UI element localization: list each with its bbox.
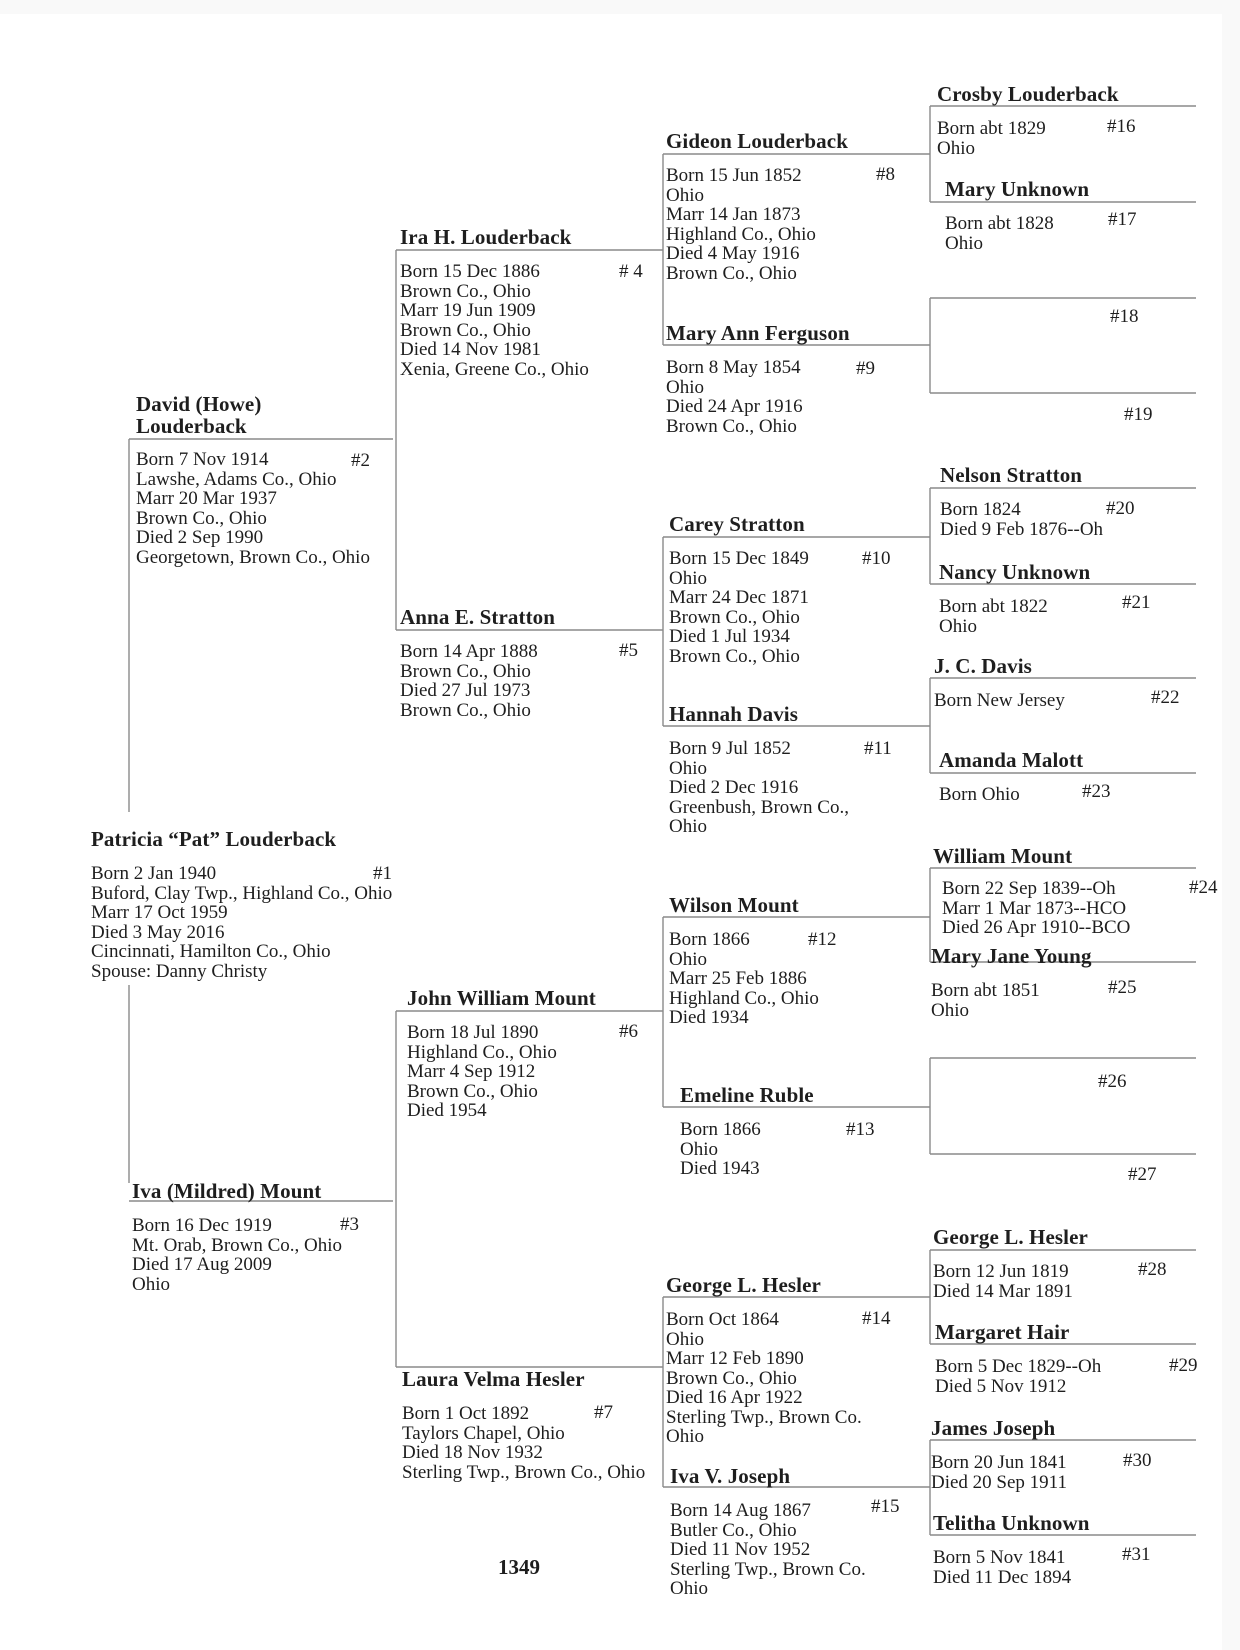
detail-line: Ohio bbox=[669, 567, 707, 589]
person-name: Nelson Stratton bbox=[940, 463, 1083, 487]
detail-line: Died 11 Dec 1894 bbox=[933, 1566, 1072, 1588]
detail-line: Ohio bbox=[669, 757, 707, 779]
detail-line: Born 15 Jun 1852 bbox=[666, 165, 802, 186]
ancestor-number: #23 bbox=[1082, 781, 1111, 802]
person-name: Patricia “Pat” Louderback bbox=[91, 827, 337, 851]
person-name: Mary Jane Young bbox=[931, 944, 1092, 968]
person-details bbox=[402, 1404, 664, 1482]
detail-line: Died 20 Sep 1911 bbox=[931, 1471, 1067, 1493]
ancestor-number: #11 bbox=[864, 738, 892, 759]
detail-line: Born 12 Jun 1819 bbox=[933, 1261, 1069, 1282]
person-name: David (Howe) Louderback bbox=[136, 392, 262, 438]
ancestor-number: #8 bbox=[876, 164, 895, 185]
person-10 bbox=[669, 513, 929, 666]
person-details bbox=[939, 785, 1189, 805]
ancestor-number: #5 bbox=[619, 640, 638, 661]
person-name: Iva (Mildred) Mount bbox=[132, 1179, 322, 1203]
detail-line: Born abt 1851 bbox=[931, 980, 1040, 1001]
detail-line: Marr 24 Dec 1871 bbox=[669, 587, 809, 608]
detail-line: Sterling Twp., Brown Co. bbox=[670, 1558, 866, 1580]
detail-line: Died 1943 bbox=[680, 1158, 760, 1179]
person-17 bbox=[945, 178, 1185, 253]
detail-line: Georgetown, Brown Co., Ohio bbox=[136, 546, 370, 568]
detail-line: Brown Co., Ohio bbox=[407, 1080, 538, 1102]
person-20 bbox=[940, 464, 1190, 539]
person-name: Mary Ann Ferguson bbox=[666, 321, 850, 345]
person-details bbox=[939, 597, 1189, 636]
detail-line: Brown Co., Ohio bbox=[400, 319, 531, 341]
ancestor-number: # 4 bbox=[619, 261, 643, 282]
detail-line: Born 5 Dec 1829--Oh bbox=[935, 1356, 1102, 1377]
ancestor-number: #19 bbox=[1124, 404, 1153, 425]
person-16 bbox=[937, 83, 1187, 158]
person-details bbox=[933, 879, 1183, 938]
detail-line: Marr 1 Mar 1873--HCO bbox=[942, 897, 1127, 919]
detail-line: Born 20 Jun 1841 bbox=[931, 1452, 1067, 1473]
detail-line: Ohio bbox=[937, 137, 975, 159]
detail-line: Butler Co., Ohio bbox=[670, 1519, 797, 1541]
ancestor-number: #31 bbox=[1122, 1544, 1151, 1565]
detail-line: Died 14 Mar 1891 bbox=[933, 1280, 1073, 1302]
detail-line: Born Oct 1864 bbox=[666, 1309, 779, 1330]
detail-line: Died 2 Sep 1990 bbox=[136, 527, 264, 548]
detail-line: Died 11 Nov 1952 bbox=[670, 1539, 811, 1560]
person-details bbox=[680, 1120, 930, 1179]
detail-line: Spouse: Danny Christy bbox=[91, 960, 268, 982]
person-details bbox=[666, 358, 926, 436]
person-details bbox=[935, 1357, 1185, 1396]
person-8 bbox=[666, 130, 926, 283]
ancestor-number: #10 bbox=[862, 548, 891, 569]
detail-line: Born 14 Aug 1867 bbox=[670, 1500, 811, 1521]
detail-line: Ohio bbox=[666, 1328, 704, 1350]
detail-line: Born 1824 bbox=[940, 499, 1021, 520]
person-6 bbox=[407, 987, 667, 1121]
detail-line: Ohio bbox=[945, 232, 983, 254]
detail-line: Born 18 Jul 1890 bbox=[407, 1022, 539, 1043]
ancestor-number: #20 bbox=[1106, 498, 1135, 519]
person-25 bbox=[931, 945, 1181, 1020]
person-12 bbox=[669, 894, 929, 1028]
detail-line: Born New Jersey bbox=[934, 690, 1065, 711]
person-15 bbox=[670, 1465, 932, 1599]
person-14 bbox=[666, 1274, 928, 1447]
detail-line: Brown Co., Ohio bbox=[136, 507, 267, 529]
detail-line: Died 1954 bbox=[407, 1100, 487, 1121]
detail-line: Ohio bbox=[666, 1426, 704, 1447]
detail-line: Ohio bbox=[939, 615, 977, 637]
person-name: Carey Stratton bbox=[669, 512, 805, 536]
detail-line: Marr 17 Oct 1959 bbox=[91, 902, 228, 923]
detail-line: Ohio bbox=[669, 816, 707, 837]
detail-line: Born 1866 bbox=[669, 929, 750, 950]
detail-line: Marr 20 Mar 1937 bbox=[136, 488, 277, 509]
detail-line: Died 16 Apr 1922 bbox=[666, 1387, 803, 1408]
person-9 bbox=[666, 322, 926, 436]
detail-line: Ohio bbox=[666, 376, 704, 398]
ancestor-number: #29 bbox=[1169, 1355, 1198, 1376]
detail-line: Marr 4 Sep 1912 bbox=[407, 1061, 536, 1082]
ancestor-number: #21 bbox=[1122, 592, 1151, 613]
detail-line: Born 5 Nov 1841 bbox=[933, 1547, 1066, 1568]
ancestor-number: #15 bbox=[871, 1496, 900, 1517]
detail-line: Xenia, Greene Co., Ohio bbox=[400, 358, 589, 380]
person-name: Margaret Hair bbox=[935, 1320, 1070, 1344]
person-details bbox=[136, 450, 386, 567]
person-details bbox=[669, 930, 929, 1028]
person-name: George L. Hesler bbox=[933, 1225, 1088, 1249]
person-name: Hannah Davis bbox=[669, 702, 798, 726]
person-details bbox=[91, 864, 471, 981]
detail-line: Born Ohio bbox=[939, 784, 1020, 805]
detail-line: Sterling Twp., Brown Co. bbox=[666, 1406, 862, 1428]
detail-line: Born abt 1829 bbox=[937, 118, 1046, 139]
person-name: James Joseph bbox=[931, 1416, 1056, 1440]
detail-line: Died 4 May 1916 bbox=[666, 243, 800, 264]
ancestor-number: #14 bbox=[862, 1308, 891, 1329]
detail-line: Brown Co., Ohio bbox=[669, 606, 800, 628]
detail-line: Ohio bbox=[931, 999, 969, 1021]
detail-line: Brown Co., Ohio bbox=[669, 645, 800, 667]
detail-line: Died 9 Feb 1876--Oh bbox=[940, 518, 1104, 540]
person-name: William Mount bbox=[933, 844, 1073, 868]
person-2 bbox=[136, 393, 386, 567]
detail-line: Ohio bbox=[132, 1273, 170, 1295]
ancestor-number: #27 bbox=[1128, 1164, 1157, 1185]
detail-line: Brown Co., Ohio bbox=[400, 660, 531, 682]
person-name: Emeline Ruble bbox=[680, 1083, 814, 1107]
person-name: Crosby Louderback bbox=[937, 82, 1119, 106]
detail-line: Buford, Clay Twp., Highland Co., Ohio bbox=[91, 882, 393, 904]
ancestor-number: #16 bbox=[1107, 116, 1136, 137]
person-4 bbox=[400, 226, 660, 379]
ancestor-number: #24 bbox=[1189, 877, 1218, 898]
detail-line: Died 17 Aug 2009 bbox=[132, 1254, 272, 1275]
person-details bbox=[934, 691, 1184, 711]
ancestor-number: #9 bbox=[856, 358, 875, 379]
person-name: Laura Velma Hesler bbox=[402, 1367, 585, 1391]
detail-line: Died 24 Apr 1916 bbox=[666, 396, 803, 417]
detail-line: Ohio bbox=[680, 1138, 718, 1160]
ancestor-number: #22 bbox=[1151, 687, 1180, 708]
person-name: Gideon Louderback bbox=[666, 129, 848, 153]
ancestor-number: #13 bbox=[846, 1119, 875, 1140]
detail-line: Born 8 May 1854 bbox=[666, 357, 801, 378]
detail-line: Brown Co., Ohio bbox=[666, 415, 797, 437]
detail-line: Born 14 Apr 1888 bbox=[400, 641, 538, 662]
detail-line: Marr 25 Feb 1886 bbox=[669, 968, 807, 989]
detail-line: Ohio bbox=[666, 184, 704, 206]
person-21 bbox=[939, 561, 1189, 636]
detail-line: Born abt 1828 bbox=[945, 213, 1054, 234]
detail-line: Died 2 Dec 1916 bbox=[669, 777, 799, 798]
person-name: Anna E. Stratton bbox=[400, 605, 556, 629]
ancestor-number: #2 bbox=[351, 450, 370, 471]
detail-line: Marr 19 Jun 1909 bbox=[400, 300, 536, 321]
detail-line: Lawshe, Adams Co., Ohio bbox=[136, 468, 337, 490]
ancestor-number: #25 bbox=[1108, 977, 1137, 998]
ancestor-number: #7 bbox=[594, 1402, 613, 1423]
person-name: Ira H. Louderback bbox=[400, 225, 572, 249]
detail-line: Ohio bbox=[670, 1578, 708, 1599]
person-details bbox=[931, 981, 1181, 1020]
person-23 bbox=[939, 749, 1189, 805]
detail-line: Born 22 Sep 1839--Oh bbox=[942, 878, 1116, 899]
person-details bbox=[666, 1310, 928, 1447]
ancestor-number: #18 bbox=[1110, 306, 1139, 327]
person-name: Amanda Malott bbox=[939, 748, 1084, 772]
detail-line: Sterling Twp., Brown Co., Ohio bbox=[402, 1461, 646, 1483]
detail-line: Died 14 Nov 1981 bbox=[400, 339, 541, 360]
person-name: George L. Hesler bbox=[666, 1273, 821, 1297]
ancestor-number: #1 bbox=[373, 863, 392, 884]
detail-line: Taylors Chapel, Ohio bbox=[402, 1422, 565, 1444]
person-name: Nancy Unknown bbox=[939, 560, 1091, 584]
detail-line: Died 5 Nov 1912 bbox=[935, 1375, 1067, 1397]
detail-line: Died 1 Jul 1934 bbox=[669, 626, 790, 647]
page-number: 1349 bbox=[498, 1555, 540, 1579]
person-29 bbox=[935, 1321, 1185, 1396]
detail-line: Died 3 May 2016 bbox=[91, 921, 225, 943]
ancestor-number: #30 bbox=[1123, 1450, 1152, 1471]
person-name: Wilson Mount bbox=[669, 893, 799, 917]
person-3 bbox=[132, 1180, 392, 1294]
detail-line: Ohio bbox=[669, 948, 707, 970]
detail-line: Cincinnati, Hamilton Co., Ohio bbox=[91, 941, 331, 962]
ancestor-number: #3 bbox=[340, 1214, 359, 1235]
detail-line: Brown Co., Ohio bbox=[666, 1367, 797, 1389]
ancestor-number: #17 bbox=[1108, 209, 1137, 230]
person-name: J. C. Davis bbox=[934, 654, 1032, 678]
detail-line: Brown Co., Ohio bbox=[400, 280, 531, 302]
detail-line: Born 16 Dec 1919 bbox=[132, 1215, 272, 1236]
person-13 bbox=[680, 1084, 930, 1179]
detail-line: Born 15 Dec 1849 bbox=[669, 548, 809, 569]
detail-line: Born 1866 bbox=[680, 1119, 761, 1140]
detail-line: Highland Co., Ohio bbox=[407, 1041, 557, 1063]
detail-line: Mt. Orab, Brown Co., Ohio bbox=[132, 1234, 343, 1256]
person-11 bbox=[669, 703, 929, 837]
detail-line: Brown Co., Ohio bbox=[666, 262, 797, 284]
detail-line: Greenbush, Brown Co., bbox=[669, 796, 849, 818]
person-1 bbox=[91, 828, 471, 981]
detail-line: Born 2 Jan 1940 bbox=[91, 863, 217, 884]
ancestor-number: #12 bbox=[808, 929, 837, 950]
person-22 bbox=[934, 655, 1184, 711]
person-name: Mary Unknown bbox=[945, 177, 1090, 201]
person-7 bbox=[402, 1368, 664, 1482]
person-name: Iva V. Joseph bbox=[670, 1464, 791, 1488]
detail-line: Died 1934 bbox=[669, 1007, 749, 1028]
person-5 bbox=[400, 606, 660, 720]
person-24 bbox=[933, 845, 1183, 938]
detail-line: Marr 14 Jan 1873 bbox=[666, 204, 801, 225]
ancestor-number: #28 bbox=[1138, 1259, 1167, 1280]
detail-line: Highland Co., Ohio bbox=[666, 223, 816, 245]
person-details bbox=[945, 214, 1185, 253]
detail-line: Died 18 Nov 1932 bbox=[402, 1442, 543, 1463]
detail-line: Born 9 Jul 1852 bbox=[669, 738, 791, 759]
detail-line: Brown Co., Ohio bbox=[400, 699, 531, 721]
person-details bbox=[937, 116, 1187, 159]
detail-line: Highland Co., Ohio bbox=[669, 987, 819, 1009]
person-name: Telitha Unknown bbox=[933, 1511, 1090, 1535]
detail-line: Born 15 Dec 1886 bbox=[400, 261, 540, 282]
person-details bbox=[940, 500, 1190, 539]
detail-line: Died 26 Apr 1910--BCO bbox=[942, 917, 1131, 938]
detail-line: Born abt 1822 bbox=[939, 596, 1048, 617]
ancestor-number: #26 bbox=[1098, 1071, 1127, 1092]
detail-line: Died 27 Jul 1973 bbox=[400, 680, 531, 701]
detail-line: Born 7 Nov 1914 bbox=[136, 449, 269, 470]
detail-line: Born 1 Oct 1892 bbox=[402, 1403, 530, 1424]
detail-line: Marr 12 Feb 1890 bbox=[666, 1348, 804, 1369]
ancestor-number: #6 bbox=[619, 1021, 638, 1042]
person-name: John William Mount bbox=[407, 986, 596, 1010]
